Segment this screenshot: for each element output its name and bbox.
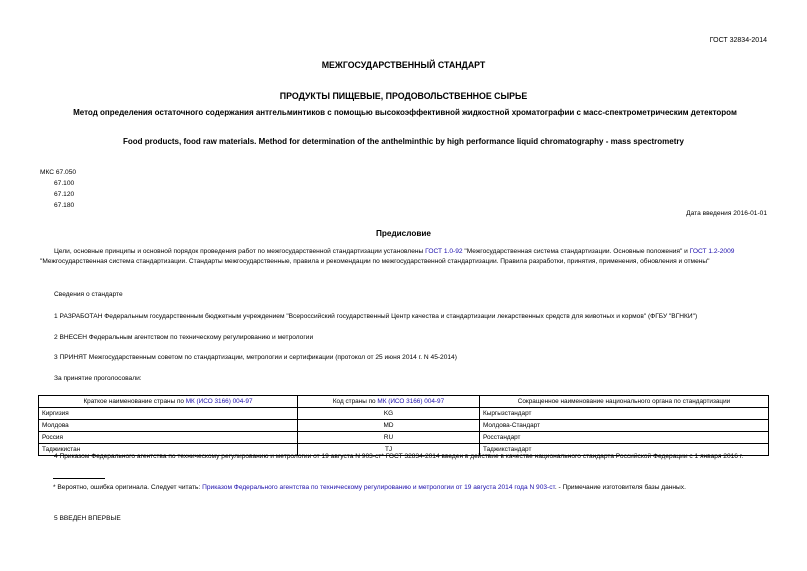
voting-countries-table	[38, 395, 769, 456]
method-title-en: Food products, food raw materials. Method for determination of the anthelminthic by high performance liquid chromatography - mass spectrometry	[123, 137, 684, 146]
country-code: RU	[298, 432, 480, 444]
country-name: Киргизия	[39, 408, 298, 420]
table-row	[39, 408, 769, 420]
country-code: MD	[298, 420, 480, 432]
country-name: Таджикистан	[39, 444, 298, 456]
table-row	[39, 420, 769, 432]
mks-code-4: 67.180	[54, 202, 75, 209]
header-country-name: Краткое наименование страны по МК (ИСО 3166) 004-97	[39, 396, 298, 408]
country-code: KG	[298, 408, 480, 420]
country-name: Молдова	[39, 420, 298, 432]
document-number: ГОСТ 32834-2014	[709, 37, 767, 44]
preface-paragraph-1: Цели, основные принципы и основной порядок проведения работ по межгосударственной стандартизации установлены ГОСТ 1.0-92 "Межгосударственная система стандартизации. Основные положения" и ГОСТ 1.2-2009 "Межгосударственная система стандартизации. Стандарты межгосударственные, правила и рекомендации по межгосударственной стандартизации. Правила разработки, принятия, применения, обновления и отмены"	[40, 248, 735, 265]
item-order: 4 Приказом Федерального агентства по техническому регулированию и метрологии от 19 августа N 903-ст* ГОСТ 32834-2014 введен в действие в качестве национального стандарта Российской Федерации с 1 января 2016 г.	[54, 453, 744, 460]
item-introduced: 2 ВНЕСЕН Федеральным агентством по техническому регулированию и метрологии	[54, 334, 314, 341]
standards-body: Таджикстандарт	[480, 444, 769, 456]
voted-heading: За принятие проголосовали:	[54, 375, 142, 382]
order-903-link[interactable]: Приказом Федерального агентства по техническому регулированию и метрологии от 19 августа 2014 года N 903-ст	[202, 484, 555, 491]
mks-code-1: МКС 67.050	[40, 169, 77, 176]
mks-code-2: 67.100	[54, 180, 75, 187]
standard-info-heading: Сведения о стандарте	[54, 291, 123, 298]
standards-body: Молдова-Стандарт	[480, 420, 769, 432]
table-header-row	[39, 396, 769, 408]
header-standards-body: Сокращенное наименование национального органа по стандартизации	[480, 396, 769, 408]
introduction-date: Дата введения 2016-01-01	[686, 210, 767, 217]
country-code: TJ	[298, 444, 480, 456]
standard-type-heading: МЕЖГОСУДАРСТВЕННЫЙ СТАНДАРТ	[321, 60, 486, 70]
mks-codes	[40, 167, 76, 211]
item-developed: 1 РАЗРАБОТАН Федеральным государственным бюджетным учреждением "Всероссийский государственный Центр качества и стандартизации лекарственных средств для животных и кормов" (ФГБУ "ВГНКИ")	[54, 313, 698, 320]
footnote-divider	[53, 478, 105, 479]
method-title-ru: Метод определения остаточного содержания антгельминтиков с помощью высокоэффективной жидкостной хроматографии с масс-спектрометрическим детектором	[73, 108, 737, 117]
footnote: * Вероятно, ошибка оригинала. Следует читать: Приказом Федерального агентства по техническому регулированию и метрологии от 19 августа 2014 года N 903-ст. - Примечание изготовителя базы данных.	[53, 484, 686, 491]
header-country-code: Код страны по МК (ИСО 3166) 004-97	[298, 396, 480, 408]
table-row	[39, 432, 769, 444]
standards-body: Росстандарт	[480, 432, 769, 444]
product-heading: ПРОДУКТЫ ПИЩЕВЫЕ, ПРОДОВОЛЬСТВЕННОЕ СЫРЬЕ	[279, 91, 528, 101]
gost-1-2-2009-link[interactable]: ГОСТ 1.2-2009	[689, 248, 735, 255]
item-first-introduced: 5 ВВЕДЕН ВПЕРВЫЕ	[54, 515, 121, 522]
standards-body: Кыргызстандарт	[480, 408, 769, 420]
mk-iso-3166-link[interactable]: МК (ИСО 3166) 004-97	[185, 398, 253, 405]
item-adopted: 3 ПРИНЯТ Межгосударственным советом по стандартизации, метрологии и сертификации (протокол от 25 июня 2014 г. N 45-2014)	[54, 354, 457, 361]
gost-1-0-92-link[interactable]: ГОСТ 1.0-92	[425, 248, 463, 255]
mk-iso-3166-link[interactable]: МК (ИСО 3166) 004-97	[377, 398, 445, 405]
preface-heading: Предисловие	[376, 229, 431, 238]
country-name: Россия	[39, 432, 298, 444]
mks-code-3: 67.120	[54, 191, 75, 198]
